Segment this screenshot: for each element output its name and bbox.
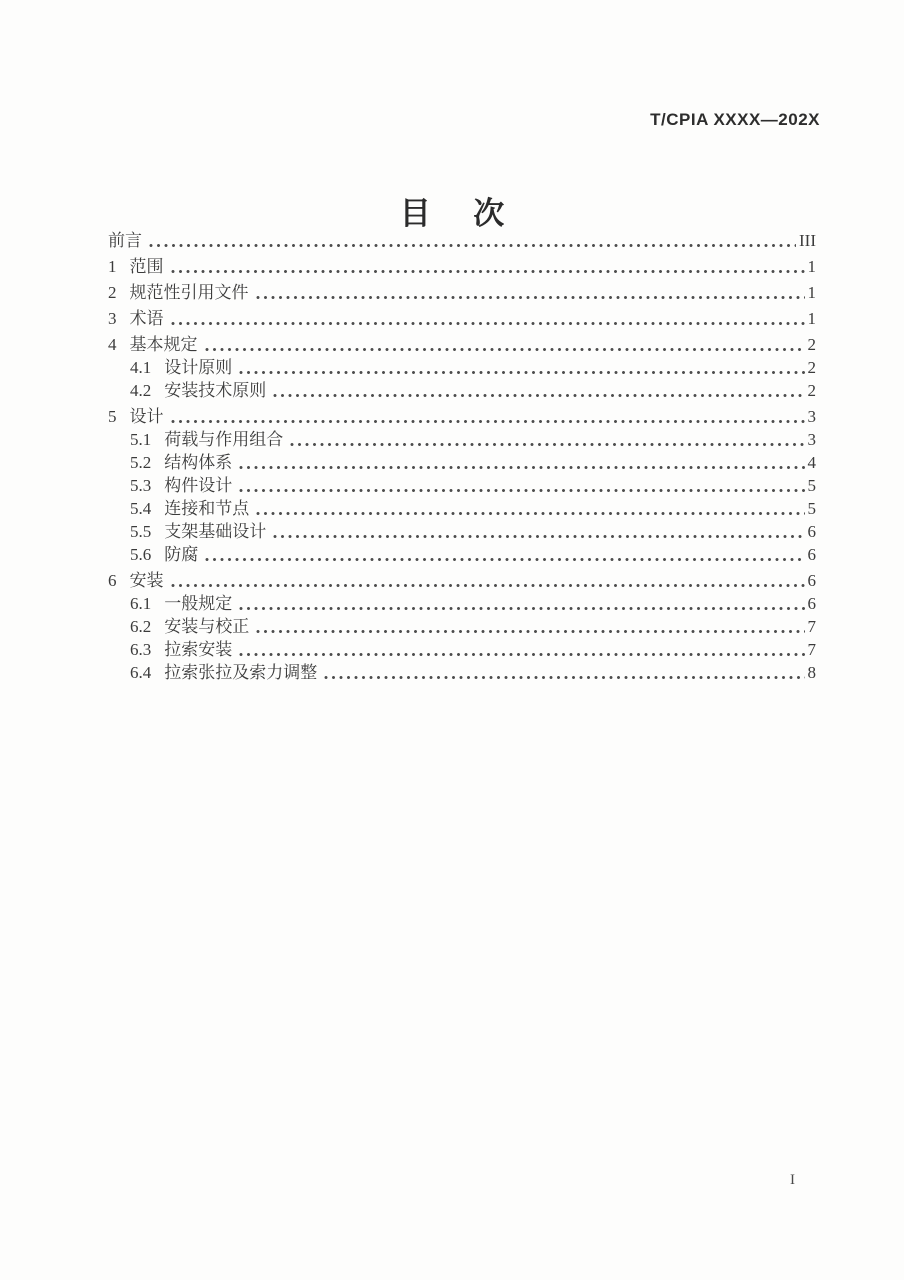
dot-leader: [239, 370, 804, 375]
toc-entry: [108, 405, 816, 428]
toc-entry-page: 7: [807, 617, 816, 636]
toc-entry: [108, 281, 816, 304]
toc-entry: [108, 379, 816, 402]
toc-entry: [108, 661, 816, 684]
toc-entry-label: [130, 661, 317, 684]
toc-entry-number: 5.4: [130, 499, 152, 518]
footer-page-number: I: [790, 1172, 795, 1188]
toc-entry: [108, 356, 816, 379]
toc-entry-page: 6: [807, 571, 816, 590]
toc-entry-label: [130, 592, 232, 615]
toc-entry: [108, 428, 816, 451]
toc-entry-label: [130, 474, 232, 497]
toc-entry-number: 2: [108, 283, 117, 302]
toc-entry-page: 3: [807, 407, 816, 426]
toc-entry-title: 荷载与作用组合: [164, 430, 284, 449]
toc-entry-page: 6: [807, 522, 816, 541]
toc-entry-label: [108, 255, 164, 278]
toc-entry-title: 安装与校正: [164, 617, 250, 636]
toc-entry-label: [130, 638, 232, 661]
toc-entry-label: [130, 520, 266, 543]
toc-entry: [108, 543, 816, 566]
toc-entry-label: [108, 569, 164, 592]
toc-entry: [108, 333, 816, 356]
toc-entry: [108, 592, 816, 615]
toc-entry-number: 5.3: [130, 476, 152, 495]
dot-leader: [239, 488, 804, 493]
toc-entry-page: 1: [807, 309, 816, 328]
toc-entry-number: 6.3: [130, 640, 152, 659]
dot-leader: [239, 606, 804, 611]
dot-leader: [171, 269, 805, 274]
dot-leader: [239, 652, 804, 657]
toc-entry-page: 3: [807, 430, 816, 449]
dot-leader: [171, 583, 805, 588]
page-title: 目 次: [399, 196, 505, 231]
toc-entry-title: 设计原则: [164, 358, 233, 377]
toc-entry-number: 4.1: [130, 358, 152, 377]
toc-entry-label: [130, 451, 232, 474]
toc-entry: [108, 615, 816, 638]
toc-entry-number: 5.5: [130, 522, 152, 541]
toc-entry-title: 一般规定: [164, 594, 233, 613]
toc-entry-title: 规范性引用文件: [129, 283, 249, 302]
toc-entry: [108, 520, 816, 543]
dot-leader: [171, 321, 805, 326]
toc-entry-page: III: [799, 231, 816, 250]
dot-leader: [205, 347, 805, 352]
toc-entry-title: 设计: [129, 407, 164, 426]
toc-entry: [108, 638, 816, 661]
toc-entry-page: 2: [807, 358, 816, 377]
toc-entry-label: [130, 543, 198, 566]
toc-entry-page: 4: [807, 453, 816, 472]
toc-entry-page: 2: [807, 381, 816, 400]
toc-entry-number: 6: [108, 571, 117, 590]
toc-entry-label: [130, 615, 249, 638]
dot-leader: [290, 442, 804, 447]
toc-entry-title: 基本规定: [129, 335, 198, 354]
toc-entry-title: 拉索安装: [164, 640, 233, 659]
dot-leader: [256, 295, 805, 300]
toc-entry-page: 6: [807, 594, 816, 613]
dot-leader: [256, 511, 804, 516]
toc-entry-title: 术语: [129, 309, 164, 328]
dot-leader: [256, 629, 804, 634]
toc-entry-title: 构件设计: [164, 476, 233, 495]
dot-leader: [205, 557, 804, 562]
toc-entry-page: 7: [807, 640, 816, 659]
toc-entry: [108, 451, 816, 474]
toc-list: [108, 229, 816, 684]
toc-entry-label: [130, 428, 283, 451]
toc-entry-page: 1: [807, 283, 816, 302]
dot-leader: [273, 393, 804, 398]
toc-entry-label: [108, 333, 198, 356]
toc-entry-label: [130, 379, 266, 402]
toc-entry-title: 安装技术原则: [164, 381, 267, 400]
toc-entry-title: 结构体系: [164, 453, 233, 472]
toc-entry: [108, 569, 816, 592]
toc-entry: [108, 497, 816, 520]
toc-entry-page: 2: [807, 335, 816, 354]
toc-entry-number: 1: [108, 257, 117, 276]
toc-entry-number: 3: [108, 309, 117, 328]
toc-entry-number: 5.6: [130, 545, 152, 564]
toc-entry: [108, 255, 816, 278]
dot-leader: [273, 534, 804, 539]
toc-entry-number: 5.2: [130, 453, 152, 472]
toc-entry: [108, 307, 816, 330]
toc-entry-page: 1: [807, 257, 816, 276]
toc-entry-title: 范围: [129, 257, 164, 276]
toc-entry-title: 拉索张拉及索力调整: [164, 663, 318, 682]
toc-entry-number: 5: [108, 407, 117, 426]
toc-entry-label: [108, 405, 164, 428]
dot-leader: [239, 465, 804, 470]
toc-entry-page: 6: [807, 545, 816, 564]
toc-entry: [108, 474, 816, 497]
toc-entry-label: [108, 281, 249, 304]
dot-leader: [171, 419, 805, 424]
toc-entry-title: 防腐: [164, 545, 199, 564]
toc-entry-label: [130, 356, 232, 379]
toc-entry-number: 4.2: [130, 381, 152, 400]
toc-entry-page: 5: [807, 499, 816, 518]
toc-entry-number: 5.1: [130, 430, 152, 449]
toc-entry-label: [130, 497, 249, 520]
toc-entry-page: 5: [807, 476, 816, 495]
toc-entry-title: 连接和节点: [164, 499, 250, 518]
toc-entry-title: 安装: [129, 571, 164, 590]
toc-entry-title: 支架基础设计: [164, 522, 267, 541]
toc-entry-page: 8: [807, 663, 816, 682]
dot-leader: [149, 243, 796, 248]
toc-entry-number: 6.1: [130, 594, 152, 613]
toc-entry: [108, 229, 816, 252]
toc-entry-number: 6.2: [130, 617, 152, 636]
toc-entry-number: 6.4: [130, 663, 152, 682]
standard-code: T/CPIA XXXX—202X: [650, 110, 820, 129]
toc-entry-label: [108, 229, 142, 252]
toc-entry-title: 前言: [108, 231, 142, 250]
toc-entry-label: [108, 307, 164, 330]
toc-entry-number: 4: [108, 335, 117, 354]
dot-leader: [324, 675, 804, 680]
